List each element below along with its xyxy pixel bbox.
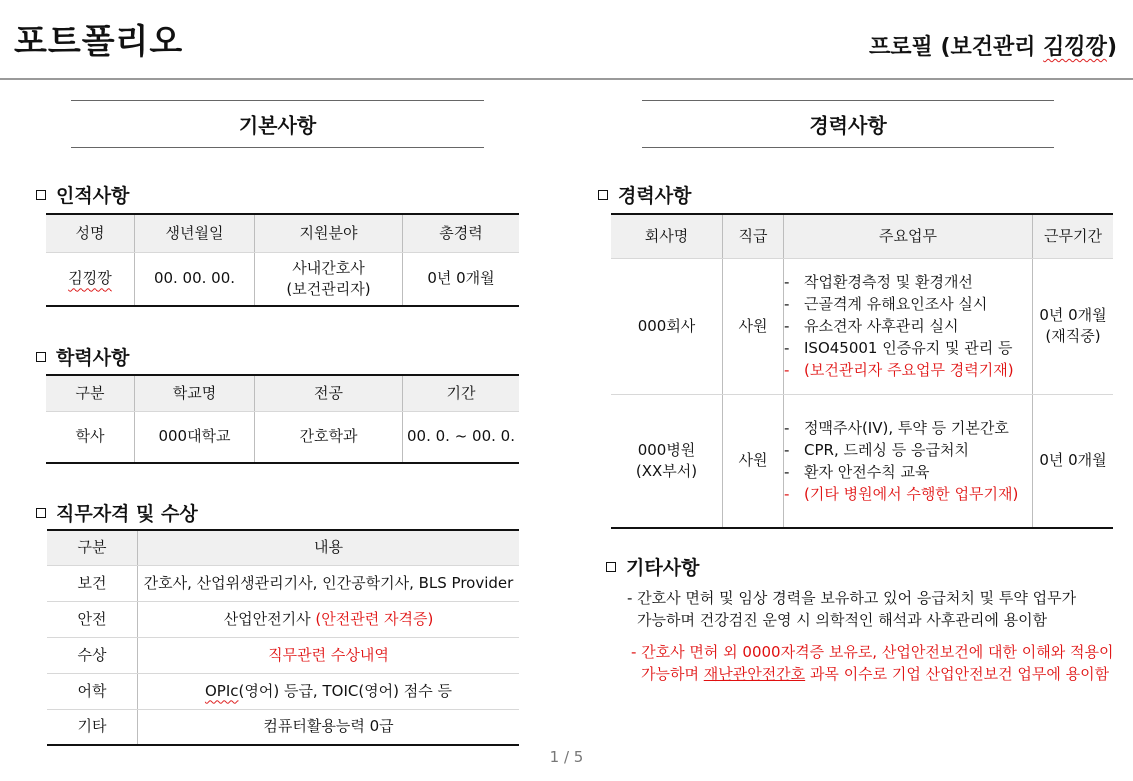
content-text: 산업안전기사 [223, 609, 316, 628]
table-row [47, 709, 519, 745]
header-school: 학교명 [135, 375, 255, 411]
cell-duties [784, 394, 1033, 528]
company-line2: (XX부서) [635, 461, 698, 480]
qualifications-heading-text: 직무자격 및 수상 [56, 503, 198, 525]
content-text: (영어) 등급, TOIC(영어) 점수 등 [238, 681, 453, 700]
duty-list [784, 271, 1032, 381]
table-row [46, 252, 519, 306]
cell-company [611, 394, 723, 528]
page-number: 1 / 5 [549, 748, 584, 766]
cell-period: 0년 0개월 [1033, 394, 1114, 528]
etc-heading [606, 553, 699, 580]
list-item-red: - (보건관리자 주요업무 경력기재) [784, 359, 1032, 381]
table-row [611, 394, 1113, 528]
cell-period: 00. 0. ~ 00. 0. [403, 411, 520, 463]
list-item: - 환자 안전수칙 교육 [784, 461, 1032, 483]
table-header-row [611, 214, 1113, 258]
section-line-top [642, 100, 1054, 101]
cell-content [138, 601, 520, 637]
table-row [46, 411, 519, 463]
list-item: - CPR, 드레싱 등 응급처치 [784, 439, 1032, 461]
personal-heading [36, 181, 129, 208]
etc-paragraph-1 [627, 587, 1076, 631]
table-row [47, 673, 519, 709]
cell-major: 간호학과 [255, 411, 403, 463]
header-field: 지원분야 [255, 214, 403, 252]
header-category: 구분 [47, 530, 138, 565]
header-birth: 생년월일 [135, 214, 255, 252]
education-heading-text: 학력사항 [56, 347, 130, 369]
table-header-row [46, 375, 519, 411]
qualifications-table [47, 529, 519, 746]
cell-content [138, 673, 520, 709]
table-header-row [47, 530, 519, 565]
etc-p1-line2: 가능하며 건강검진 운영 시 의학적인 해석과 사후관리에 용이함 [637, 611, 1048, 629]
cell-category: 기타 [77, 717, 107, 736]
period-line1: 0년 0개월 [1039, 306, 1107, 324]
cell-birth: 00. 00. 00. [135, 252, 255, 306]
education-heading [36, 343, 129, 370]
etc-p2-underlined: 재난관안전간호 [703, 665, 806, 683]
subtitle-name: 김낑깡 [1043, 35, 1107, 60]
header-divider [0, 78, 1133, 80]
list-item: - 근골격계 유해요인조사 실시 [784, 293, 1032, 315]
header-career: 총경력 [403, 214, 520, 252]
list-item: - 작업환경측정 및 환경개선 [784, 271, 1032, 293]
cell-name [46, 252, 135, 306]
cell-content [138, 637, 520, 673]
header-category: 구분 [46, 375, 135, 411]
cell-duties [784, 258, 1033, 394]
content-red: 직무관련 수상내역 [268, 645, 389, 664]
personal-heading-text: 인적사항 [56, 185, 130, 207]
cell-rank: 사원 [723, 394, 784, 528]
cell-category: 보건 [47, 565, 138, 601]
checkbox-icon [598, 190, 608, 200]
header-name: 성명 [46, 214, 135, 252]
cell-rank: 사원 [723, 258, 784, 394]
cell-period [1033, 258, 1114, 394]
profile-subtitle [869, 30, 1117, 61]
etc-p1-line1: - 간호사 면허 및 임상 경력을 보유하고 있어 응급처치 및 투약 업무가 [627, 589, 1077, 607]
field-line2: (보건관리자) [286, 279, 371, 298]
etc-p2-line1: - 간호사 면허 외 0000자격증 보유로, 산업안전보건에 대한 이해와 적용이 [631, 643, 1114, 661]
list-item: - ISO45001 인증유지 및 관리 등 [784, 337, 1032, 359]
cell-category: 어학 [47, 673, 138, 709]
career-heading [598, 181, 691, 208]
table-row [47, 637, 519, 673]
cell-category: 수상 [47, 637, 138, 673]
section-line-bottom [642, 147, 1054, 148]
etc-paragraph-2 [631, 641, 1114, 685]
field-line1: 사내간호사 [292, 258, 365, 277]
career-heading-text: 경력사항 [618, 185, 692, 207]
header-rank: 직급 [723, 214, 784, 258]
document-title: 포트폴리오 [14, 22, 184, 62]
name-value: 김낑깡 [68, 269, 112, 288]
cell-company [611, 258, 723, 394]
subtitle-prefix: 프로필 (보건관리 [869, 35, 1044, 60]
company-line1: 000회사 [637, 316, 696, 335]
cell-school: 000대학교 [135, 411, 255, 463]
header-content: 내용 [138, 530, 520, 565]
period-line2: (재직중) [1045, 327, 1101, 345]
table-row [47, 601, 519, 637]
content-red: (안전관련 자격증) [315, 609, 434, 628]
content-opic: OPIc [204, 681, 239, 700]
section-line-top [71, 100, 484, 101]
section-basic-info [71, 100, 484, 148]
list-item-red: - (기타 병원에서 수행한 업무기재) [784, 483, 1032, 505]
cell-field [255, 252, 403, 306]
etc-p2-line2-c: 과목 이수로 기업 산업안전보건 업무에 용이함 [805, 665, 1110, 683]
cell-content: 간호사, 산업위생관리기사, 인간공학기사, BLS Provider [138, 565, 520, 601]
section-basic-title: 기본사항 [238, 113, 317, 138]
list-item: - 정맥주사(IV), 투약 등 기본간호 [784, 417, 1032, 439]
header-period: 기간 [403, 375, 520, 411]
table-row [47, 565, 519, 601]
header-company: 회사명 [611, 214, 723, 258]
checkbox-icon [36, 352, 46, 362]
table-header-row [46, 214, 519, 252]
cell-category: 안전 [47, 601, 138, 637]
qualifications-heading [36, 499, 198, 526]
etc-p2-line2-a: 가능하며 [641, 665, 704, 683]
personal-table [46, 213, 519, 307]
section-line-bottom [71, 147, 484, 148]
header-major: 전공 [255, 375, 403, 411]
cell-content: 컴퓨터활용능력 0급 [138, 709, 520, 745]
header-duties: 주요업무 [784, 214, 1033, 258]
company-line1: 000병원 [637, 440, 696, 459]
etc-p2-line2 [631, 663, 1114, 685]
cell-career: 0년 0개월 [403, 252, 520, 306]
career-table [611, 213, 1113, 529]
cell-degree: 학사 [75, 427, 105, 446]
checkbox-icon [36, 508, 46, 518]
section-career-title: 경력사항 [809, 113, 887, 138]
section-career-info [642, 100, 1054, 148]
checkbox-icon [36, 190, 46, 200]
subtitle-suffix: ) [1106, 35, 1117, 60]
list-item: - 유소견자 사후관리 실시 [784, 315, 1032, 337]
checkbox-icon [606, 562, 616, 572]
header-period: 근무기간 [1033, 214, 1114, 258]
education-table [46, 374, 519, 464]
duty-list [784, 417, 1032, 505]
etc-heading-text: 기타사항 [626, 557, 700, 579]
table-row [611, 258, 1113, 394]
